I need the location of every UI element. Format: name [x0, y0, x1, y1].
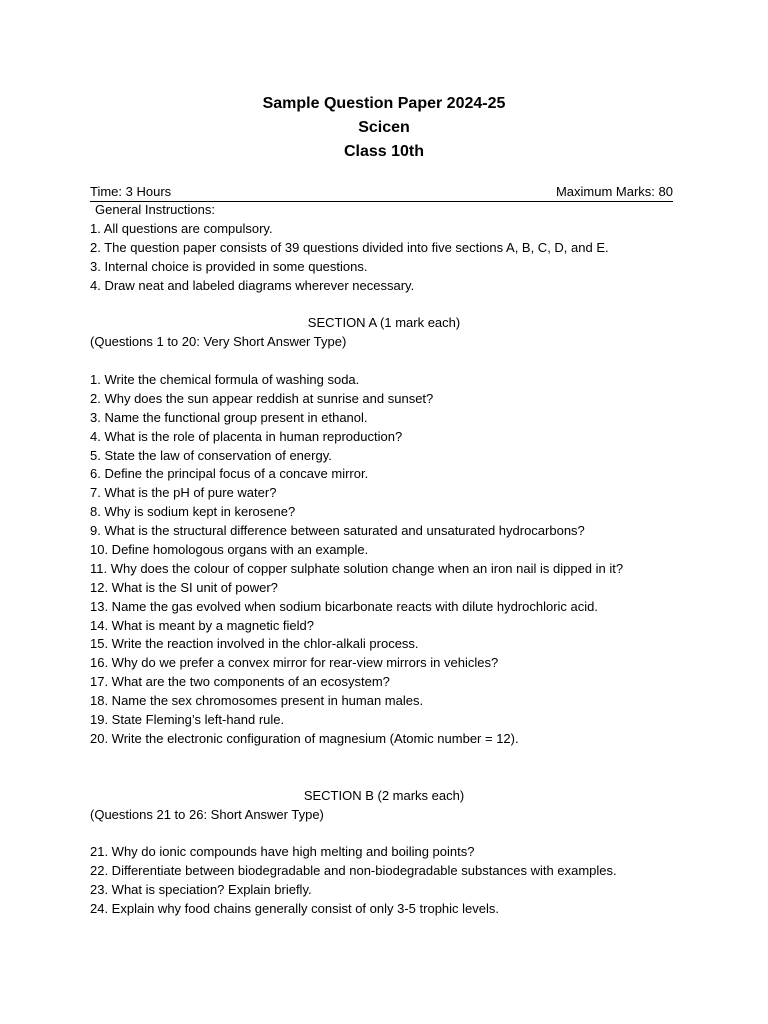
spacer [90, 352, 730, 371]
question-item: 20. Write the electronic configuration of magnesium (Atomic number = 12). [90, 730, 519, 746]
spacer [90, 824, 730, 843]
question-item: 24. Explain why food chains generally consist of only 3-5 trophic levels. [90, 900, 499, 916]
section-a-heading: SECTION A (1 mark each) [307, 315, 461, 331]
spacer [90, 749, 730, 787]
maximum-marks: Maximum Marks: 80 [555, 184, 673, 199]
question-item: 8. Why is sodium kept in kerosene? [90, 504, 296, 520]
question-item: 19. State Fleming’s left-hand rule. [90, 712, 285, 728]
question-item: 23. What is speciation? Explain briefly. [90, 882, 312, 898]
question-item: 12. What is the SI unit of power? [90, 579, 278, 595]
instruction-item: 1. All questions are compulsory. [90, 220, 273, 236]
paper-body [90, 201, 730, 919]
question-item: 5. State the law of conservation of energy. [90, 447, 332, 463]
question-item: 11. Why does the colour of copper sulphate solution change when an iron nail is dipped in it? [90, 560, 624, 576]
paper-subject: Scicen [358, 119, 410, 136]
question-item: 9. What is the structural difference between saturated and unsaturated hydrocarbons? [90, 523, 585, 539]
question-item: 17. What are the two components of an ecosystem? [90, 674, 390, 690]
instruction-item: 2. The question paper consists of 39 questions divided into five sections A, B, C, D, and E. [90, 239, 609, 255]
section-b-heading: SECTION B (2 marks each) [303, 787, 465, 803]
question-item: 2. Why does the sun appear reddish at sunrise and sunset? [90, 390, 434, 406]
time-allowed: Time: 3 Hours [90, 184, 172, 199]
question-item: 7. What is the pH of pure water? [90, 485, 277, 501]
question-item: 16. Why do we prefer a convex mirror for rear-view mirrors in vehicles? [90, 655, 499, 671]
question-item: 4. What is the role of placenta in human reproduction? [90, 428, 403, 444]
question-item: 6. Define the principal focus of a concave mirror. [90, 466, 369, 482]
question-item: 21. Why do ionic compounds have high melting and boiling points? [90, 844, 475, 860]
question-item: 15. Write the reaction involved in the chlor-alkali process. [90, 636, 419, 652]
question-item: 3. Name the functional group present in ethanol. [90, 409, 368, 425]
question-item: 1. Write the chemical formula of washing soda. [90, 372, 360, 388]
question-item: 18. Name the sex chromosomes present in human males. [90, 693, 424, 709]
section-a-subheading: (Questions 1 to 20: Very Short Answer Type) [90, 334, 347, 350]
spacer [90, 295, 730, 314]
question-item: 13. Name the gas evolved when sodium bicarbonate reacts with dilute hydrochloric acid. [90, 598, 598, 614]
instruction-item: 4. Draw neat and labeled diagrams wherever necessary. [90, 277, 415, 293]
paper-class: Class 10th [343, 143, 425, 160]
paper-meta-row [90, 183, 673, 202]
section-b-subheading: (Questions 21 to 26: Short Answer Type) [90, 806, 324, 822]
question-item: 22. Differentiate between biodegradable and non-biodegradable substances with examples. [90, 863, 617, 879]
paper-header [0, 92, 768, 164]
instruction-item: 3. Internal choice is provided in some questions. [90, 258, 368, 274]
question-item: 10. Define homologous organs with an example. [90, 542, 369, 558]
instructions-heading: General Instructions: [95, 202, 215, 217]
question-item: 14. What is meant by a magnetic field? [90, 617, 315, 633]
paper-title: Sample Question Paper 2024-25 [262, 95, 506, 112]
